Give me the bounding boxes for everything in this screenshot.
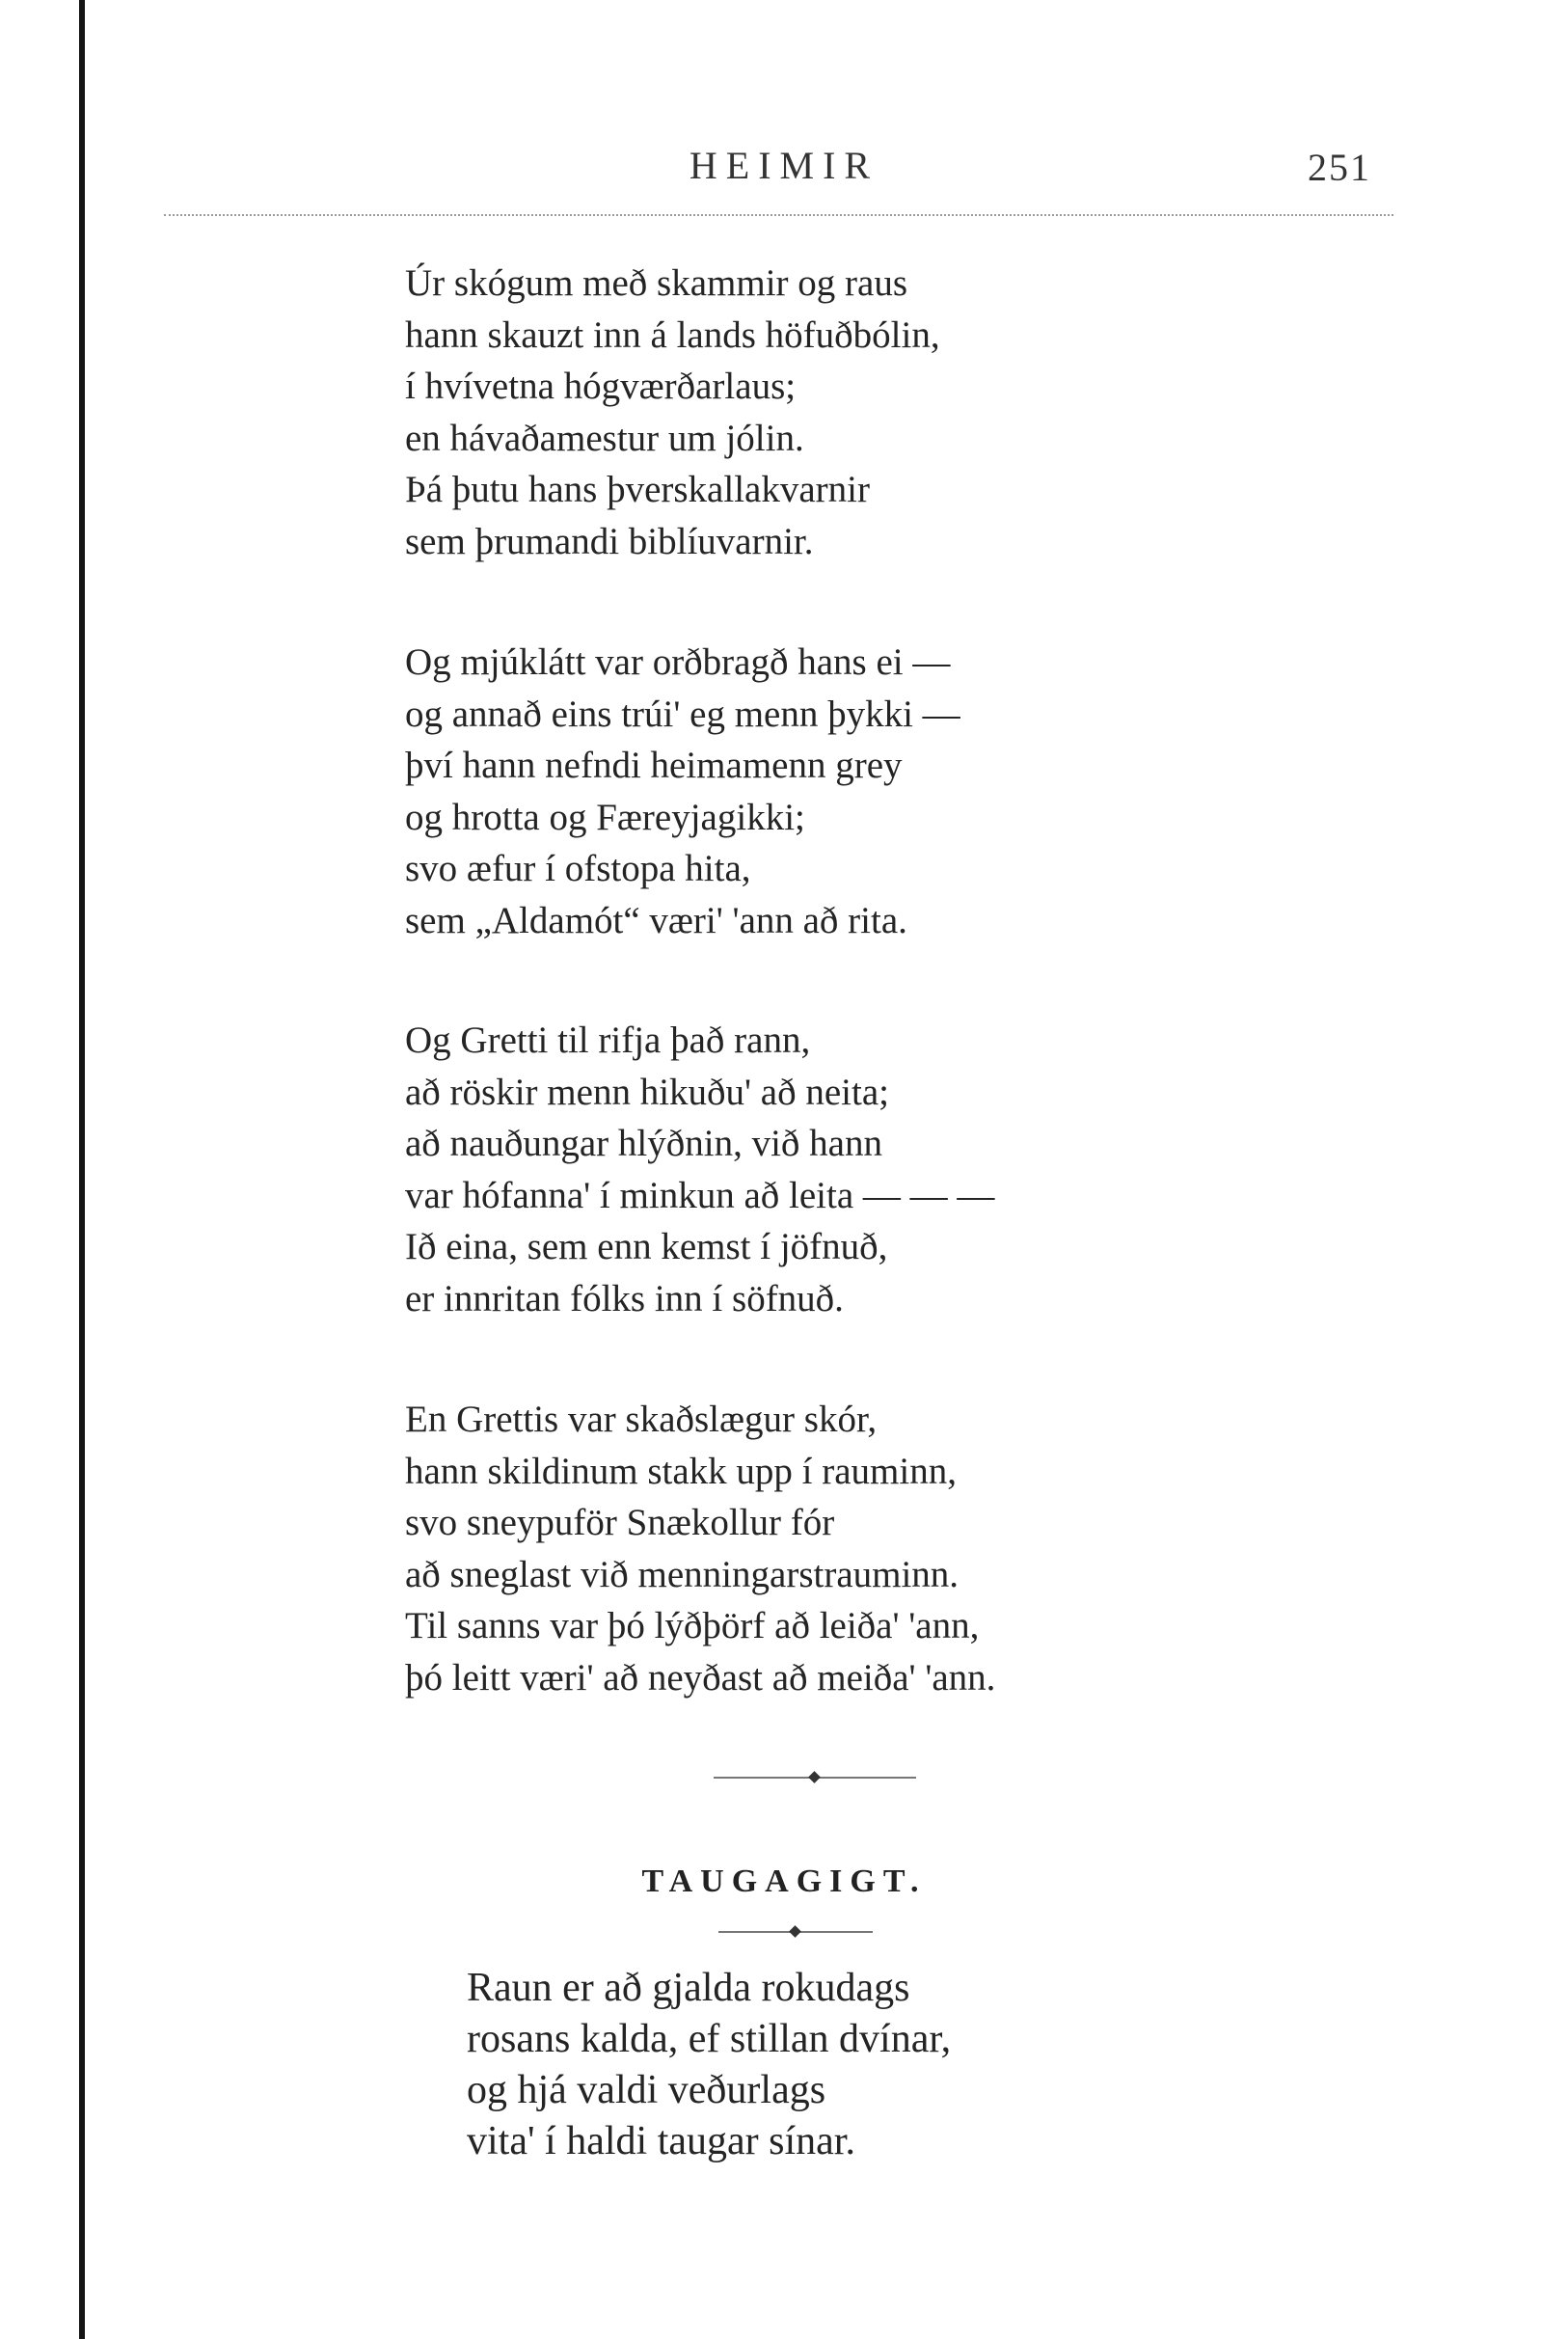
- stanza-2: [405, 637, 960, 946]
- binding-edge: [79, 0, 85, 2339]
- verse-line: hann skauzt inn á lands höfuðbólin,: [405, 313, 940, 356]
- verse-line: hann skildinum stakk upp í rauminn,: [405, 1450, 957, 1492]
- verse-line: vita' í haldi taugar sínar.: [467, 2119, 855, 2163]
- verse-line: þó leitt væri' að neyðast að meiða' 'ann.: [405, 1656, 996, 1699]
- verse-line: Til sanns var þó lýðþörf að leiða' 'ann,: [405, 1605, 980, 1646]
- verse-line: rosans kalda, ef stillan dvínar,: [467, 2017, 952, 2061]
- verse-line: Raun er að gjalda rokudags: [467, 1966, 910, 2010]
- verse-line: Ið eina, sem enn kemst í jöfnuð,: [405, 1226, 888, 1267]
- page-number: 251: [1308, 146, 1371, 189]
- verse-line: og hrotta og Færeyjagikki;: [405, 796, 805, 838]
- verse-line: Þá þutu hans þverskallakvarnir: [405, 469, 870, 510]
- verse-line: er innritan fólks inn í söfnuð.: [405, 1277, 844, 1319]
- title-ornament: [718, 1931, 873, 1933]
- verse-line: því hann nefndi heimamenn grey: [405, 745, 903, 786]
- verse-line: og annað eins trúi' eg menn þykki —: [405, 693, 960, 735]
- verse-line: að röskir menn hikuðu' að neita;: [405, 1071, 889, 1113]
- verse-line: var hófanna' í minkun að leita — — —: [405, 1174, 995, 1216]
- stanza-4: [405, 1394, 995, 1703]
- stanza-1: [405, 258, 940, 567]
- verse-line: Og mjúklátt var orðbragð hans ei —: [405, 641, 951, 683]
- verse-line: sem „Aldamót“ væri' 'ann að rita.: [405, 899, 907, 941]
- stanza-3: [405, 1015, 994, 1324]
- verse-line: sem þrumandi biblíuvarnir.: [405, 520, 814, 562]
- verse-line: að nauðungar hlýðnin, við hann: [405, 1123, 882, 1164]
- verse-line: og hjá valdi veðurlags: [467, 2068, 826, 2112]
- stanza-taugagigt: [467, 1963, 951, 2167]
- verse-line: svo æfur í ofstopa hita,: [405, 848, 751, 889]
- header-rule: [164, 214, 1393, 216]
- poem-title: TAUGAGIGT.: [641, 1863, 927, 1899]
- verse-line: Og Gretti til rifja það rann,: [405, 1020, 811, 1061]
- running-title: HEIMIR: [689, 144, 879, 187]
- verse-line: að sneglast við menningarstrauminn.: [405, 1553, 960, 1595]
- section-divider-ornament: [714, 1777, 916, 1779]
- verse-line: í hvívetna hógværðarlaus;: [405, 366, 797, 407]
- verse-line: en hávaðamestur um jólin.: [405, 417, 804, 459]
- verse-line: Úr skógum með skammir og raus: [405, 262, 908, 304]
- verse-line: En Grettis var skaðslægur skór,: [405, 1399, 878, 1440]
- verse-line: svo sneypuför Snækollur fór: [405, 1502, 835, 1543]
